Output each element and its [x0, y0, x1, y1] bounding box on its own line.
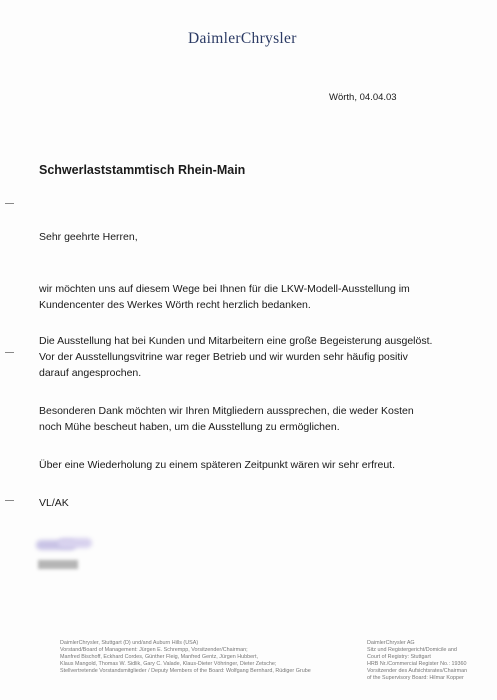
fold-mark	[5, 352, 14, 353]
company-logo: DaimlerChrysler	[188, 30, 297, 47]
reference-initials: VL/AK	[39, 497, 69, 509]
signature-stroke	[58, 538, 92, 548]
signature-blurred	[36, 538, 96, 556]
letter-subject: Schwerlaststammtisch Rhein-Main	[39, 163, 246, 177]
footer-management: DaimlerChrysler, Stuttgart (D) und/and Auburn Hills (USA) Vorstand/Board of Management: Jürgen E. Schrempp, Vorsitzender/Chairman; Manfred Bischoff, Eckhard Cordes, Günther Fleig, Manfred Gentz, Jürgen Hubbert, Klaus Mangold, Thomas W. Sidlik, Gary C. Valade, Klaus-Dieter Vöhringer, Dieter Zetsche; Stellvertretende Vorstandsmitglieder / Deputy Members of the Board: Wolfgang Bernhard, Rüdiger Grube	[60, 640, 311, 674]
letter-date: Wörth, 04.04.03	[329, 92, 397, 103]
fold-mark	[5, 500, 14, 501]
body-paragraph: Besonderen Dank möchten wir Ihren Mitgliedern aussprechen, die weder Kosten noch Mühe bescheut haben, um die Ausstellung zu ermöglichen.	[39, 405, 414, 433]
redacted-name	[38, 560, 78, 569]
footer-registry: DaimlerChrysler AG Sitz und Registergericht/Domicile and Court of Registry: Stuttgart HRB Nr./Commercial Register No.: 19360 Vorsitzender des Aufsichtsrates/Chairman of the Supervisory Board: Hilmar Kopper	[367, 640, 468, 681]
body-paragraph: Über eine Wiederholung zu einem späteren Zeitpunkt wären wir sehr erfreut.	[39, 459, 396, 471]
salutation: Sehr geehrte Herren,	[39, 231, 138, 243]
body-paragraph: Die Ausstellung hat bei Kunden und Mitarbeitern eine große Begeisterung ausgelöst. Vor der Ausstellungsvitrine war reger Betrieb und wir wurden sehr häufig positiv darauf angesprochen.	[39, 335, 433, 379]
body-paragraph: wir möchten uns auf diesem Wege bei Ihnen für die LKW-Modell-Ausstellung im Kundencenter des Werkes Wörth recht herzlich bedanken.	[39, 283, 410, 311]
fold-mark	[5, 203, 14, 204]
